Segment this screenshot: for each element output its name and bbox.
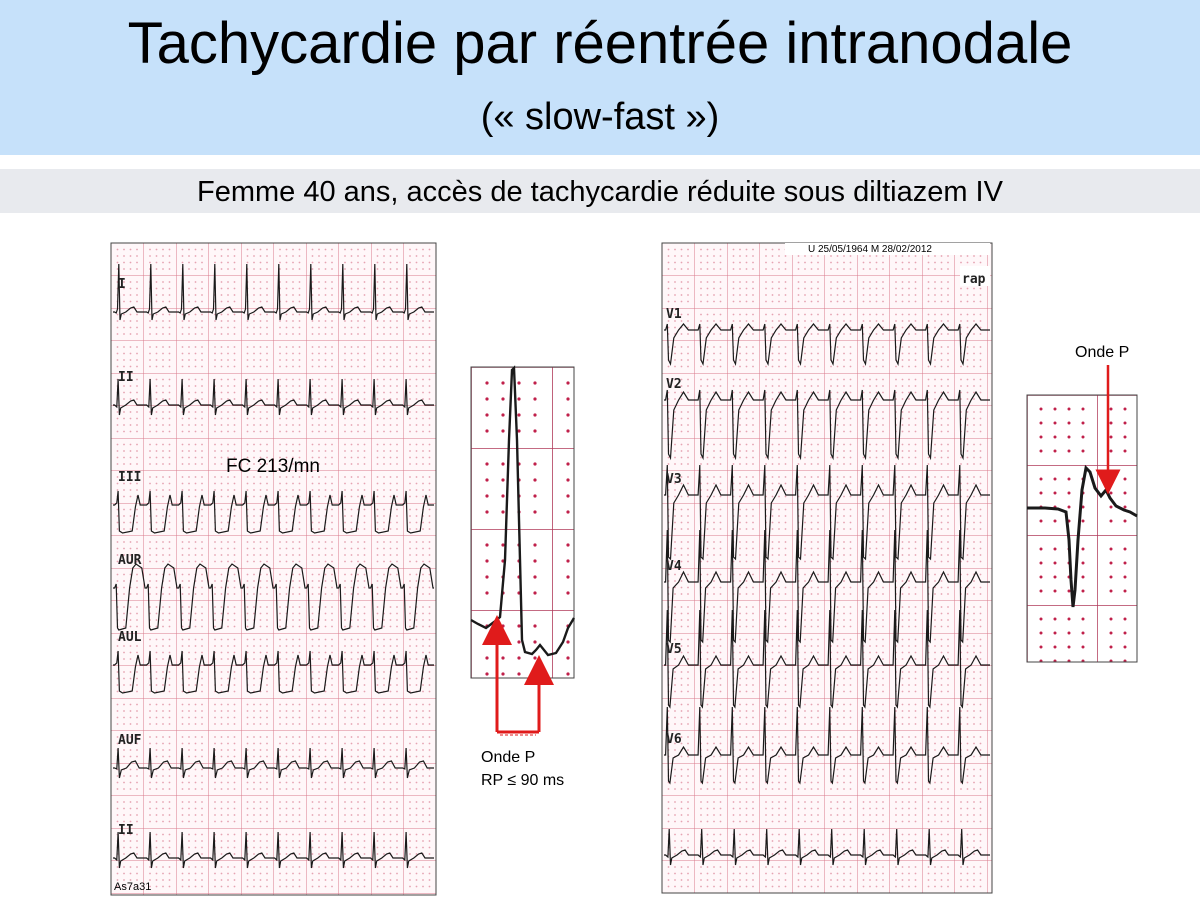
- ecg-right-lead-label: V1: [666, 307, 682, 322]
- ecg-right-lead-label: V4: [666, 559, 682, 574]
- ecg-right-header: U 25/05/1964 M 28/02/2012: [808, 244, 932, 255]
- zoom-right-panel: [1027, 344, 1137, 662]
- slide-title: Tachycardie par réentrée intranodale: [127, 11, 1073, 76]
- ecg-right-lead-label: V2: [666, 377, 682, 392]
- ecg-left-lead-label: AUL: [118, 630, 142, 645]
- ecg-right-lead-label: V5: [666, 642, 682, 657]
- ecg-left-lead-label: II: [118, 370, 134, 385]
- ecg-left-lead-label: III: [118, 470, 142, 485]
- case-description: Femme 40 ans, accès de tachycardie réduite sous diltiazem IV: [197, 176, 1003, 208]
- ecg-left-lead-label: AUR: [118, 553, 142, 568]
- rp-interval-label: RP ≤ 90 ms: [481, 772, 565, 789]
- ecg-left-lead-label: II: [118, 823, 134, 838]
- ecg-right-lead-label: V3: [666, 472, 682, 487]
- ecg-right-corner-text: rap: [962, 272, 986, 287]
- ecg-left-panel: [111, 243, 436, 895]
- zoom-right-p-wave-label: Onde P: [1075, 344, 1130, 361]
- ecg-left-lead-label: AUF: [118, 733, 142, 748]
- heart-rate-label: FC 213/mn: [226, 456, 320, 477]
- zoom-left-p-wave-label: Onde P: [481, 749, 536, 766]
- slide-subtitle: (« slow-fast »): [480, 96, 720, 138]
- ecg-right-panel: [662, 243, 992, 893]
- zoom-left-panel: [471, 367, 574, 789]
- ecg-footer-code: As7a31: [114, 881, 152, 893]
- ecg-right-lead-label: V6: [666, 732, 682, 747]
- ecg-left-lead-label: I: [118, 277, 126, 292]
